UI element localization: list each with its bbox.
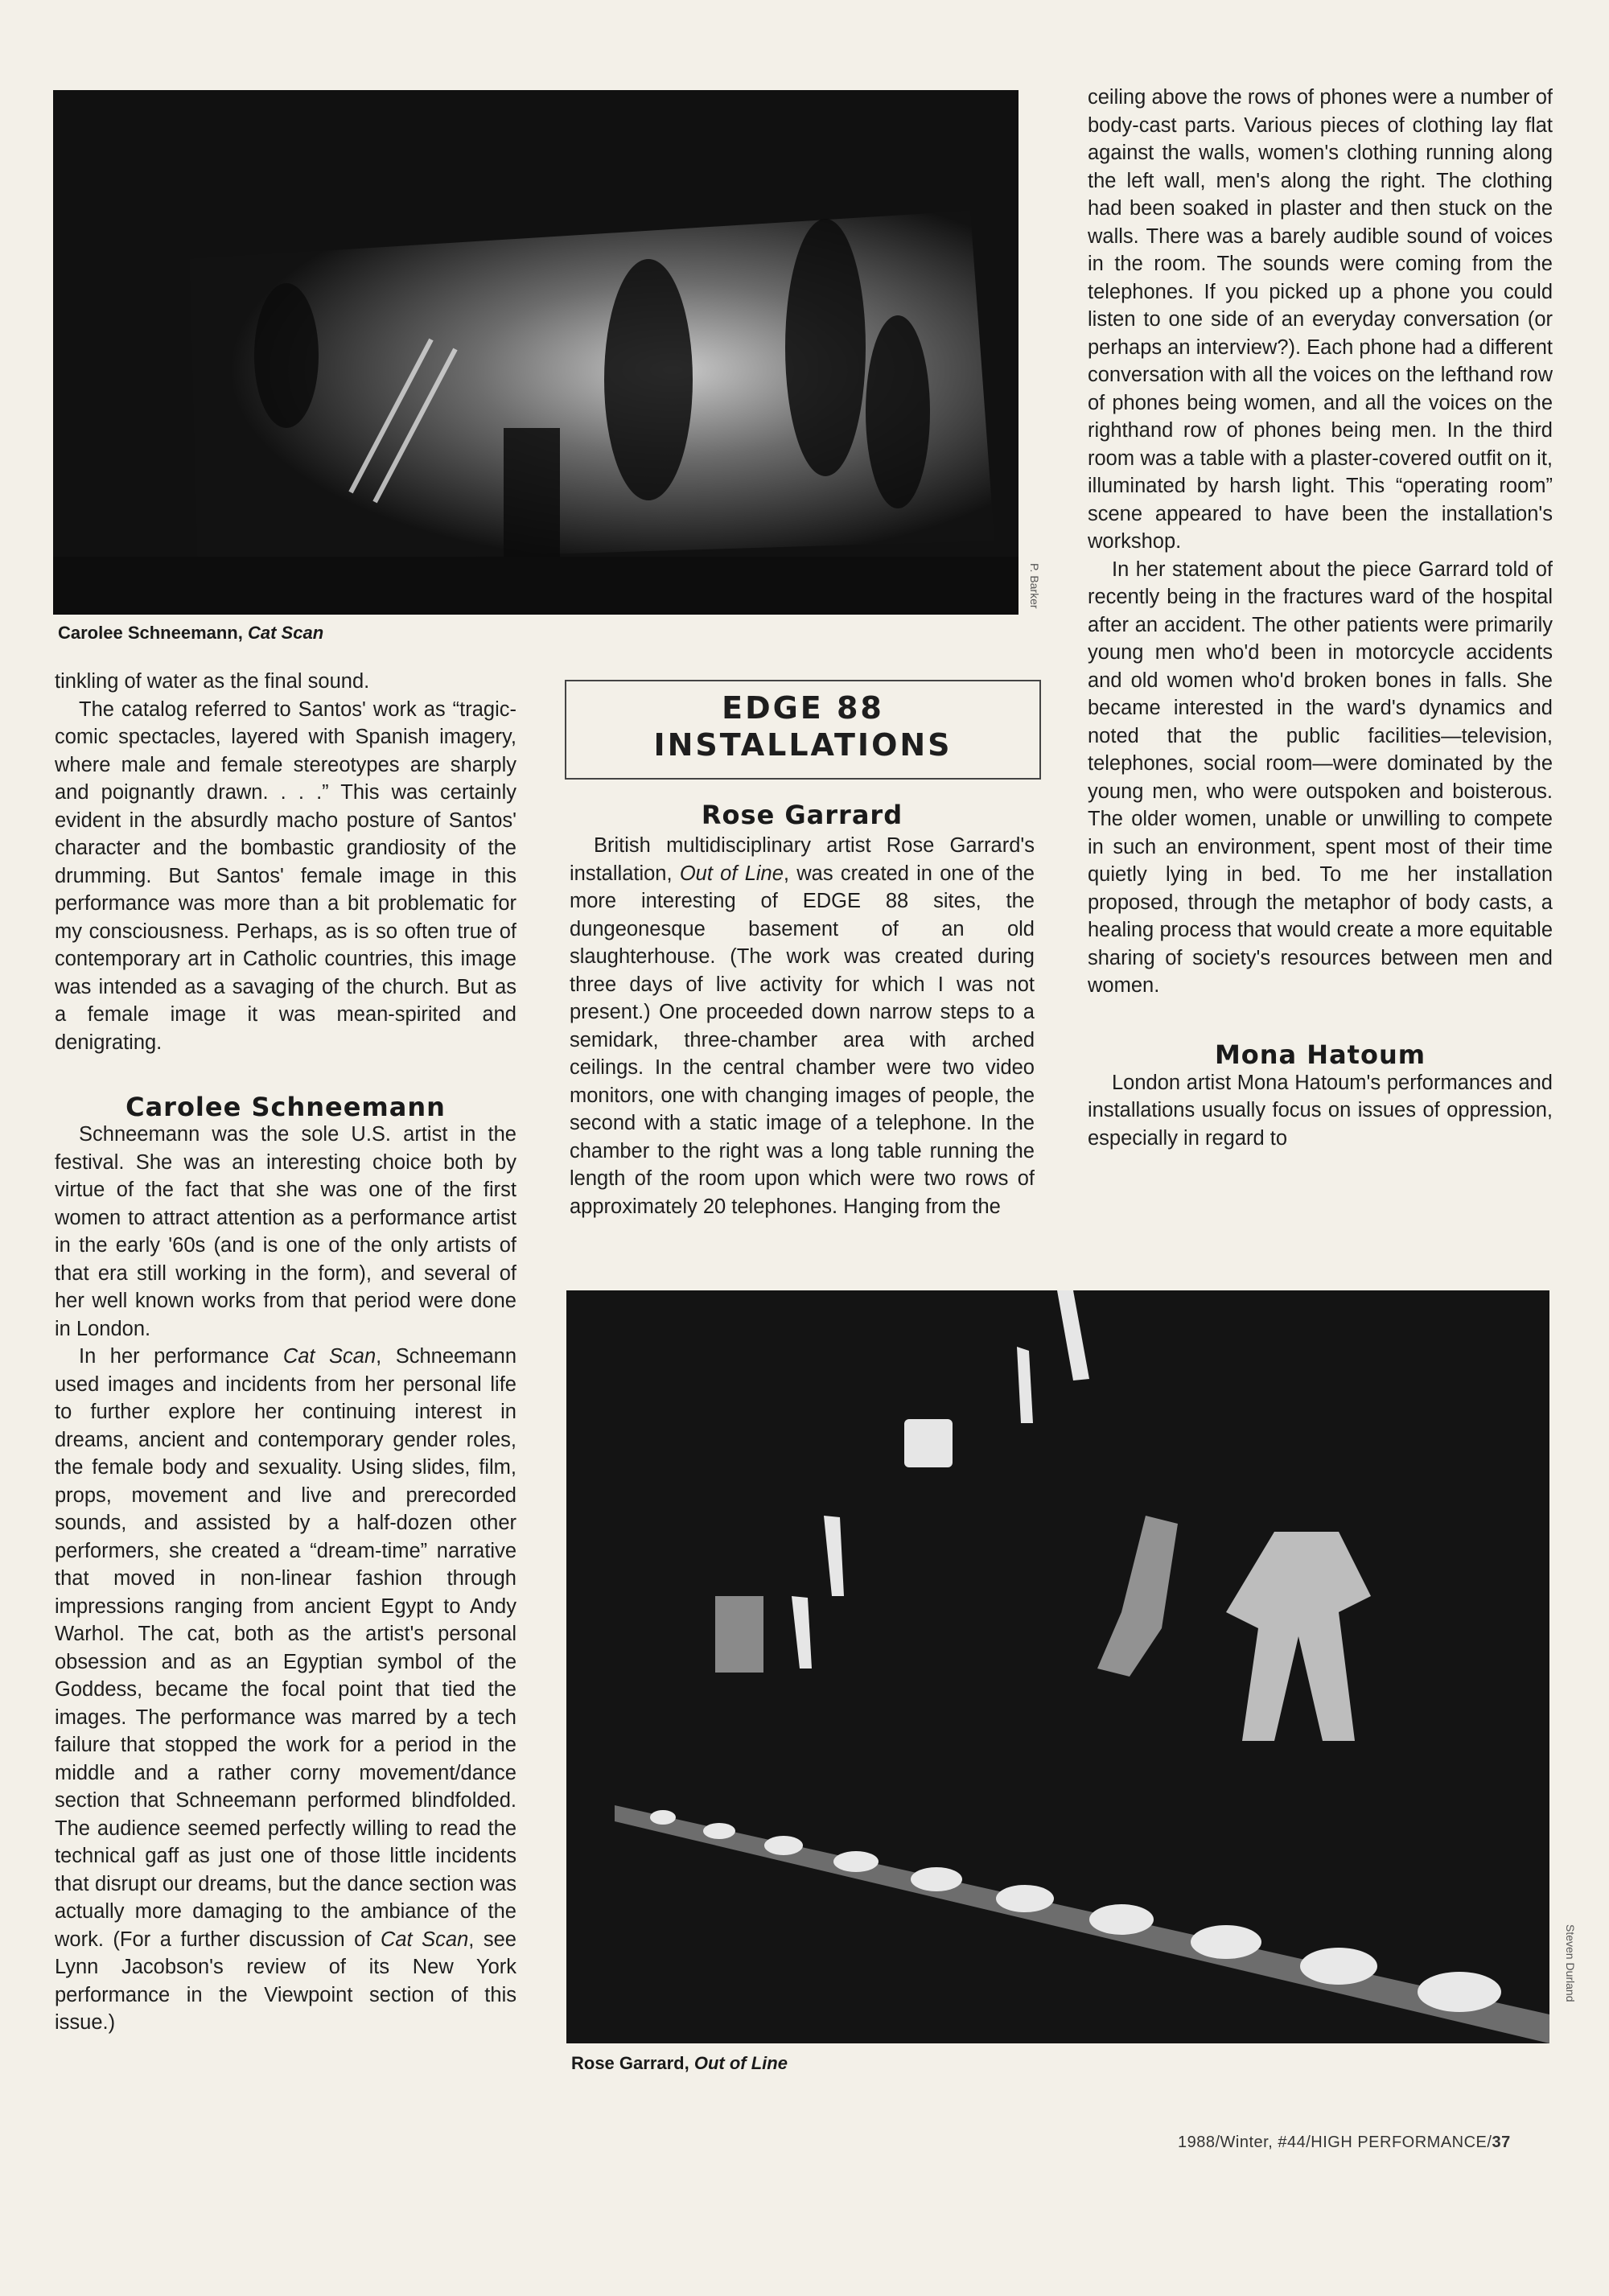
caption-out-of-line (571, 2053, 788, 2074)
section-heading-hatoum: Mona Hatoum (1214, 1039, 1426, 1070)
caption-artist: Carolee Schneemann, (58, 623, 248, 643)
photo-credit-cat-scan: P. Barker (1028, 563, 1041, 609)
photo-cat-scan (53, 90, 1018, 615)
paragraph: The catalog referred to Santos' work as “tragic-comic spectacles, layered with Spanish imagery, where male and female stereotypes are sharply and poignantly drawn. . . .” This was certainly evident in the absurdly macho posture of Santos' character and the bombastic grandiosity of the drumming. But Santos' female image in this performance was more than a bit problematic for my consciousness. Perhaps, as is so often true of contemporary art in Catholic countries, this image was intended as a savaging of the church. But as a female image it was mean-spirited and denigrating. (55, 697, 516, 1054)
photo-out-of-line (566, 1290, 1549, 2043)
column-3 (1088, 84, 1553, 1152)
out-of-line-image (566, 1290, 1549, 2043)
paragraph: In her performance Cat Scan, Schneemann used images and incidents from her personal life to further explore her continuing interest in dreams, ancient and contemporary gender roles, the female body and sexuality. Using slides, film, props, movement and live and prerecorded sounds, and assisted by a half-dozen other performers, she created a “dream-time” narrative that moved in non-linear fashion through impressions ranging from ancient Egypt to Andy Warhol. The cat, both as the artist's personal obsession and as an Egyptian symbol of the Goddess, became the focal point that tied the images. The performance was marred by a tech failure that stopped the work for a period in the middle and a rather corny movement/dance section that Schneemann performed blindfolded. The audience seemed perfectly willing to read the technical gaff as just one of those little incidents that disrupt our dreams, but the dance section was actually more damaging to the ambiance of the work. (For a further discussion of Cat Scan, see Lynn Jacobson's review of its New York performance in the Viewpoint section of this issue.) (55, 1345, 517, 2034)
heading-line: INSTALLATIONS (653, 727, 953, 763)
photo-credit-out-of-line: Steven Durland (1564, 1924, 1577, 2002)
caption-artist: Rose Garrard, (571, 2053, 694, 2073)
paragraph: Schneemann was the sole U.S. artist in the festival. She was an interesting choice both by virtue of the fact that she was one of the first women to attract attention as a performance artist in the early '60s (and is one of the only artists of that era still working in the form), and several of her well known works from that period were done in London. (55, 1123, 516, 1340)
paragraph: ceiling above the rows of phones were a number of body-cast parts. Various pieces of clothing lay flat against the walls, women's clothing running along the left wall, men's along the right. The clothing had been soaked in plaster and then stuck on the walls. There was a barely audible sound of voices in the room. The sounds were coming from the telephones. If you picked up a phone you could listen to one side of an everyday conversation (or perhaps an interview?). Each phone had a different conversation with all the voices on the lefthand row of phones being women, and all the voices on the righthand row of phones being men. In the third room was a table with a plaster-covered outfit on it, illuminated by harsh light. This “operating room” scene appeared to have been the installation's workshop. (1088, 86, 1553, 553)
caption-title: Cat Scan (247, 623, 324, 643)
edge88-heading-box (565, 680, 1041, 780)
page-folio (1178, 2133, 1511, 2152)
paragraph: British multidisciplinary artist Rose Garrard's installation, Out of Line, was created in one of the more interesting of EDGE 88 sites, the dungeonesque basement of an old slaughterhouse. (The work was created during three days of live activity for which I was not present.) One proceeded down narrow steps to a semidark, three-chamber area with arched ceilings. In the central chamber were two video monitors, one with changing images of people, the second with a static image of a telephone. In the chamber to the right was a long table running the length of the room upon which were two rows of approximately 20 telephones. Hanging from the (570, 834, 1035, 1218)
heading-line: EDGE 88 (722, 690, 884, 726)
cat-scan-image (53, 90, 1018, 615)
paragraph: London artist Mona Hatoum's performances and installations usually focus on issues of oppression, especially in regard to (1088, 1071, 1553, 1150)
section-heading-schneemann: Carolee Schneemann (126, 1092, 446, 1122)
caption-cat-scan (58, 623, 323, 644)
folio-text: 1988/Winter, #44/HIGH PERFORMANCE/ (1178, 2133, 1492, 2151)
section-heading-garrard: Rose Garrard (701, 800, 903, 830)
paragraph: In her statement about the piece Garrard told of recently being in the fractures ward of the hospital after an accident. The other patients were primarily young men who'd been in motorcycle accidents and old women who'd broken bones in falls. She became interested in the ward's dynamics and noted that the public facilities—television, telephones, social room—were dominated by the young men, who were outspoken and boisterous. The older women, unable or unwilling to compete in such an environment, spent most of their time quietly lying in bed. To me her installation proposed, through the metaphor of body casts, a healing process that would create a more equitable sharing of society's resources between men and women. (1088, 558, 1553, 997)
page-number: 37 (1492, 2133, 1511, 2151)
column-2 (570, 798, 1035, 1220)
paragraph: tinkling of water as the final sound. (55, 670, 370, 693)
caption-title: Out of Line (693, 2053, 788, 2073)
column-1 (55, 668, 516, 2037)
